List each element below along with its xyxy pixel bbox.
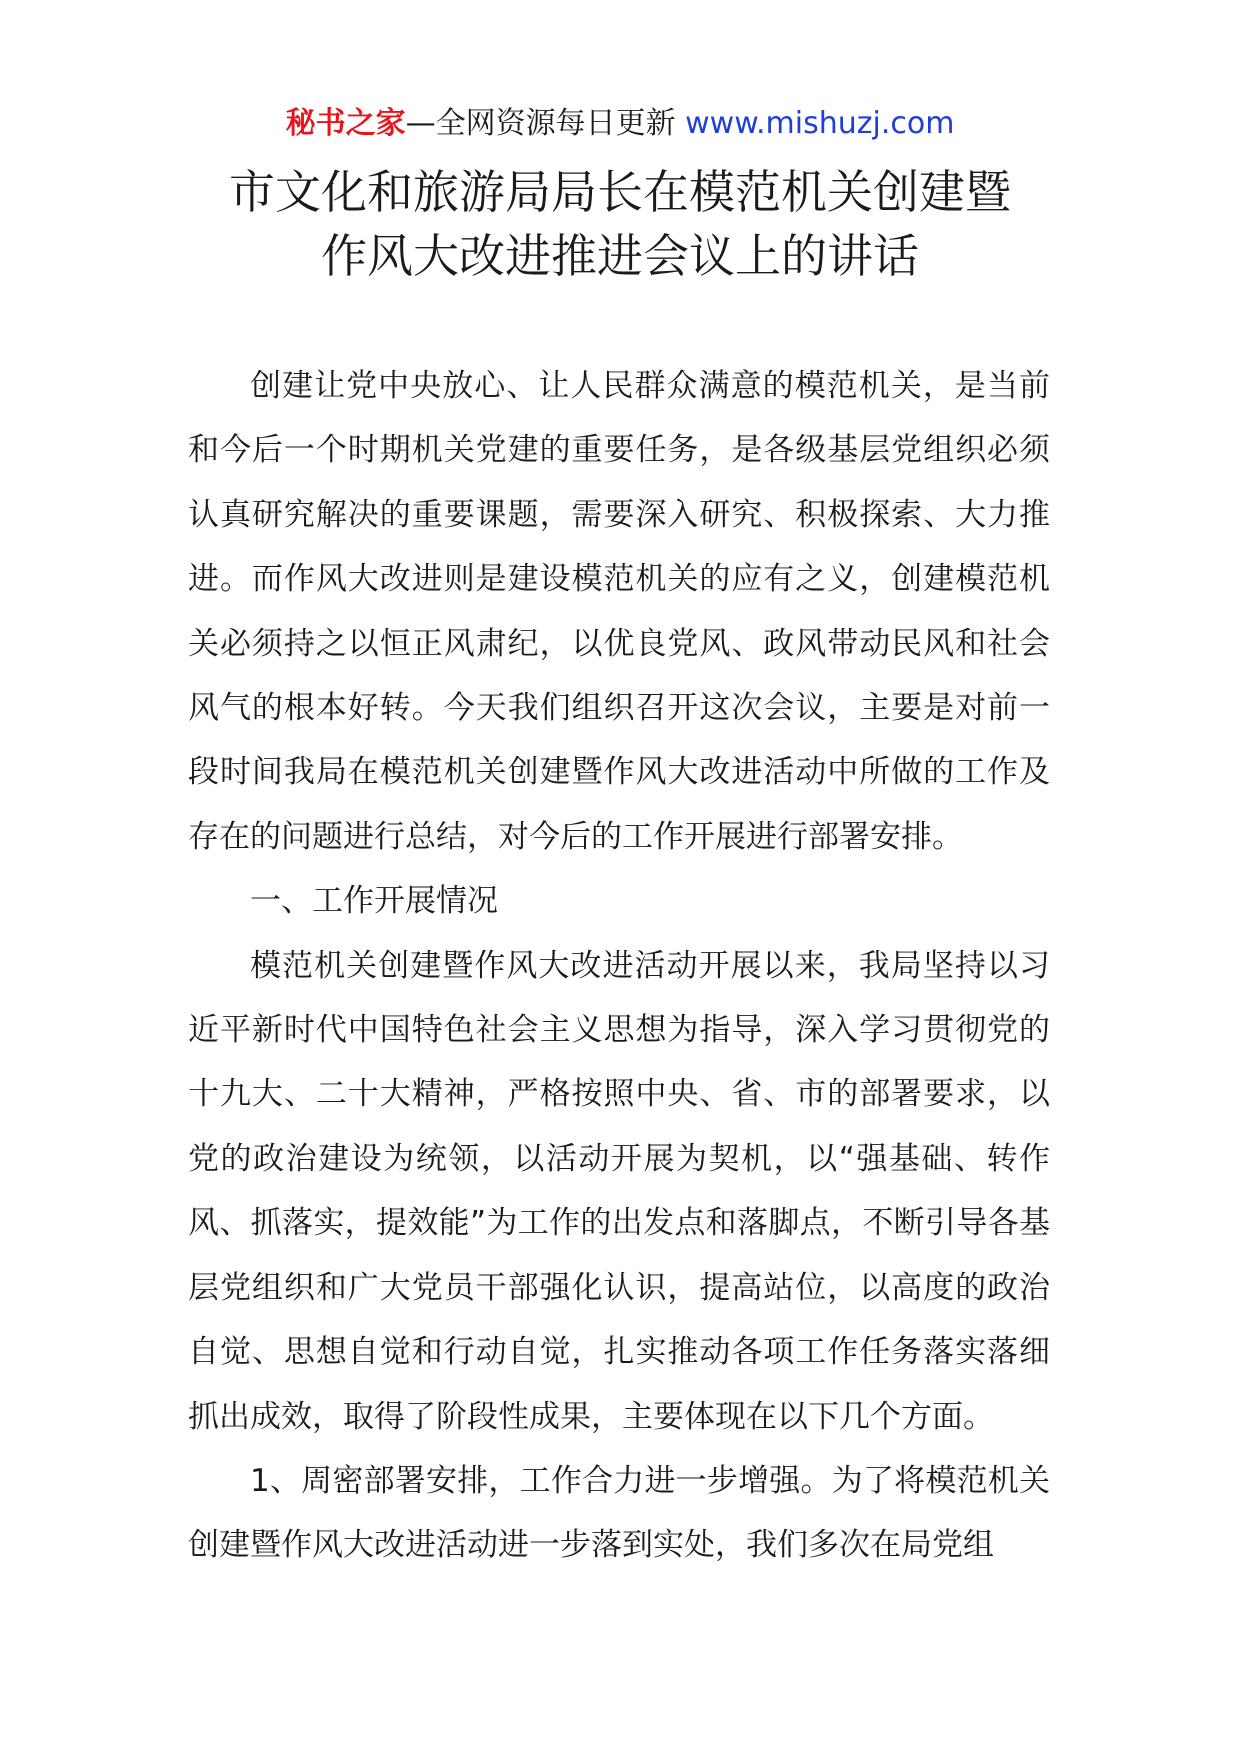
title-line-1: 市文化和旅游局局长在模范机关创建暨	[229, 165, 1011, 219]
site-header	[0, 100, 1240, 148]
paragraph-section-1: 模范机关创建暨作风大改进活动开展以来，我局坚持以习近平新时代中国特色社会主义思想为指导，深入学习贯彻党的十九大、二十大精神，严格按照中央、省、市的部署要求，以党的政治建设为统领，以活动开展为契机，以“强基础、转作风、抓落实，提效能”为工作的出发点和落脚点，不断引导各基层党组织和广大党员干部强化认识，提高站位，以高度的政治自觉、思想自觉和行动自觉，扎实推动各项工作任务落实落细抓出成效，取得了阶段性成果，主要体现在以下几个方面。	[188, 947, 1050, 1435]
document-title	[0, 160, 1240, 288]
brand-name: 秘书之家	[285, 106, 406, 141]
header-tagline: —全网资源每日更新	[405, 106, 676, 141]
title-line-2: 作风大改进推进会议上的讲话	[321, 229, 919, 283]
section-heading: 一、工作开展情况	[250, 883, 498, 920]
site-url-link[interactable]: www.mishuzj.com	[685, 106, 955, 141]
document-body	[188, 354, 1050, 1578]
paragraph-item-1: 1、周密部署安排，工作合力进一步增强。为了将模范机关创建暨作风大改进活动进一步落到实处，我们多次在局党组	[188, 1462, 1050, 1564]
paragraph-intro: 创建让党中央放心、让人民群众满意的模范机关，是当前和今后一个时期机关党建的重要任务，是各级基层党组织必须认真研究解决的重要课题，需要深入研究、积极探索、大力推进。而作风大改进则是建设模范机关的应有之义，创建模范机关必须持之以恒正风肃纪，以优良党风、政风带动民风和社会风气的根本好转。今天我们组织召开这次会议，主要是对前一段时间我局在模范机关创建暨作风大改进活动中所做的工作及存在的问题进行总结，对今后的工作开展进行部署安排。	[188, 368, 1050, 855]
